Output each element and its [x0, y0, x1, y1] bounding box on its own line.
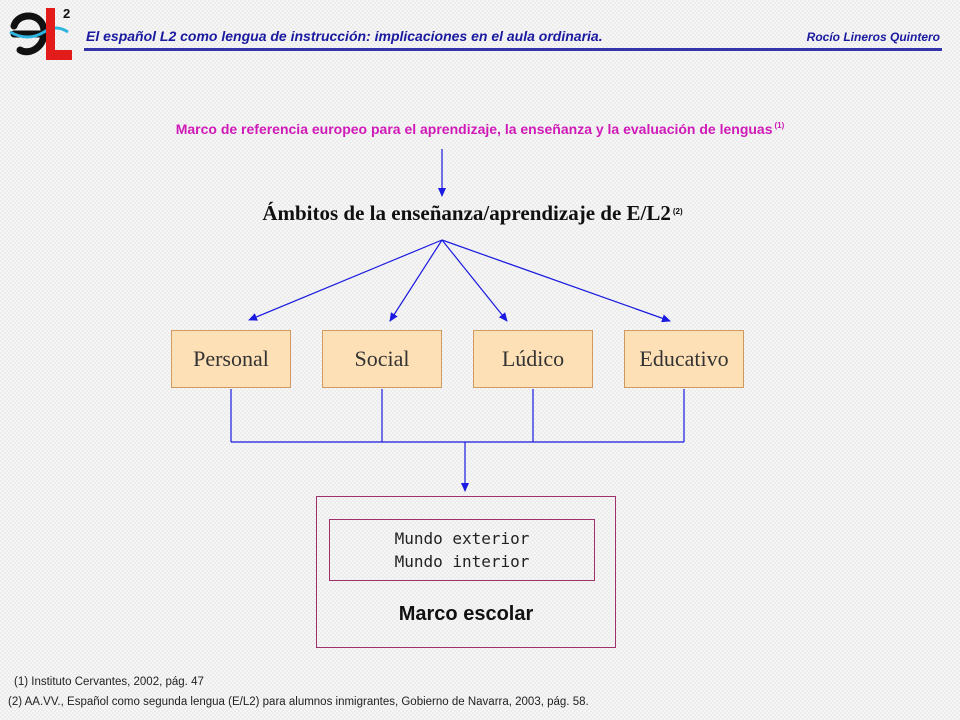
- outer-world-label: Mundo exterior: [394, 529, 530, 548]
- scope-box-educativo: Educativo: [624, 330, 744, 388]
- arrow-to-social: [390, 240, 442, 321]
- logo-superscript: 2: [63, 6, 71, 21]
- inner-world-label: Mundo interior: [394, 552, 530, 571]
- scopes-ref: (2): [672, 207, 683, 216]
- scope-box-ludico: Lúdico: [473, 330, 593, 388]
- header-title: El español L2 como lengua de instrucción: implicaciones en el aula ordinaria.: [86, 28, 603, 44]
- world-box: [329, 519, 595, 581]
- scopes-text: Ámbitos de la enseñanza/aprendizaje de E/L2: [262, 201, 671, 225]
- arrow-to-personal: [249, 240, 442, 320]
- footnote-2: (2) AA.VV., Español como segunda lengua (E/L2) para alumnos inmigrantes, Gobierno de Navarra, 2003, pág. 58.: [8, 696, 589, 708]
- arrow-to-educativo: [442, 240, 670, 321]
- school-frame-label: Marco escolar: [398, 603, 534, 625]
- scope-box-social: Social: [322, 330, 442, 388]
- header-author: Rocío Lineros Quintero: [806, 30, 940, 44]
- framework-ref: (1): [774, 121, 785, 130]
- scope-box-personal: Personal: [171, 330, 291, 388]
- footnote-1: (1) Instituto Cervantes, 2002, pág. 47: [14, 676, 204, 688]
- framework-text: Marco de referencia europeo para el aprendizaje, la enseñanza y la evaluación de lenguas: [175, 121, 773, 137]
